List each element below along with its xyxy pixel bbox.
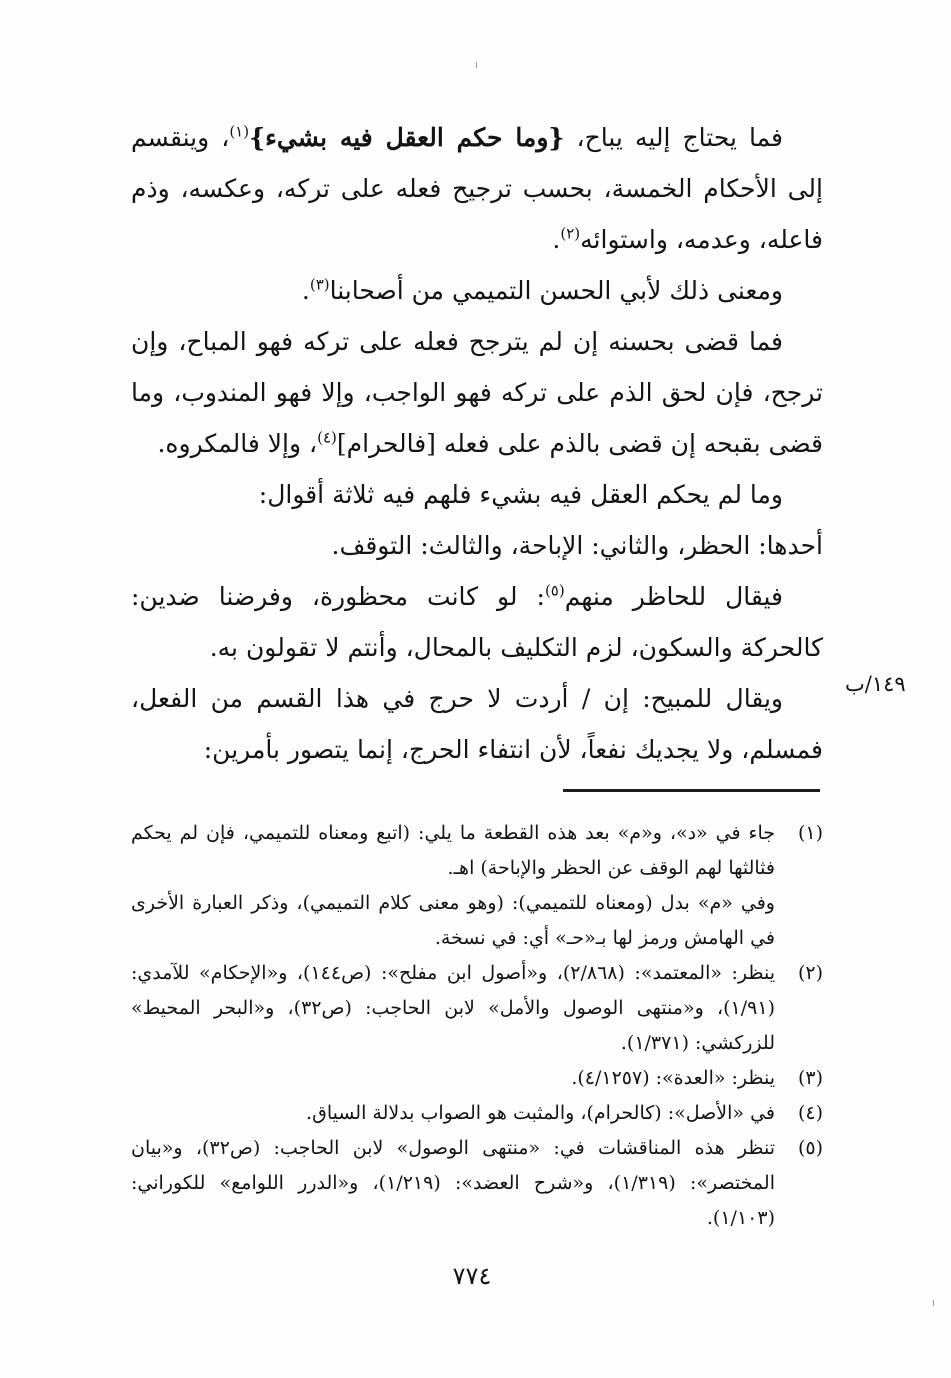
- footnote-1: [131, 816, 823, 886]
- footnote-ref-2: (٢): [560, 224, 581, 243]
- paragraph-3: [131, 316, 823, 469]
- scan-speck: [933, 1300, 934, 1306]
- footnote-number: (٤): [797, 1102, 823, 1124]
- paragraph-5: أحدها: الحظر، والثاني: الإباحة، والثالث: التوقف.: [331, 531, 823, 560]
- paragraph-2: [131, 265, 823, 316]
- paragraph-2-text-a: ومعنى ذلك لأبي الحسن التميمي من أصحابنا: [329, 276, 783, 305]
- scan-speck: [476, 62, 477, 68]
- paragraph-1: [131, 112, 823, 265]
- paragraph-2-text-b: .: [301, 276, 310, 305]
- footnote-ref-5: (٥): [544, 581, 565, 600]
- paragraph-3-text-b: ، وإلا فالمكروه.: [157, 429, 318, 458]
- footnote-number: (٣): [797, 1067, 823, 1089]
- footnote-1-continuation: وفي «م» بدل (ومعناه للتميمي): (وهو معنى كلام التميمي)، وذكر العبارة الأخرى في الهامش ورمز لها بـ«حـ» أي: في نسخة.: [131, 892, 775, 949]
- footnote-ref-3: (٣): [309, 275, 330, 294]
- paragraph-1-text-d: .: [552, 225, 561, 254]
- footnotes: [131, 816, 823, 1236]
- footnote-separator: [563, 789, 820, 792]
- footnote-2: [131, 956, 823, 1061]
- paragraph-6-text-a: فيقال للحاظر منهم: [564, 582, 783, 611]
- paragraph-4: وما لم يحكم العقل فيه بشيء فلهم فيه ثلاثة أقوال:: [258, 480, 783, 509]
- main-text: [131, 112, 823, 775]
- page-number: ٧٧٤: [452, 1262, 492, 1290]
- footnote-text: ينظر: «المعتمد»: (٢/٨٦٨)، و«أصول ابن مفلح»: (ص١٤٤)، و«الإحكام» للآمدي: (١/٩١)، و«منتهى الوصول والأمل» لابن الحاجب: (ص٣٢)، و«البحر المحيط» للزركشي: (١/٣٧١).: [131, 962, 775, 1054]
- quoted-matn: {وما حكم العقل فيه بشيء}: [249, 123, 565, 152]
- footnote-number: (١): [797, 822, 823, 844]
- paragraph-1-text-a: فما يحتاج إليه يباح،: [564, 123, 784, 152]
- footnote-ref-1: (١): [229, 122, 250, 141]
- paragraph-1-text-c: ، وينقسم إلى الأحكام الخمسة، بحسب ترجيح فعله على تركه، وعكسه، وذم فاعله، وعدمه، واستوائه: [131, 123, 823, 254]
- footnote-text: في «الأصل»: (كالحرام)، والمثبت هو الصواب بدلالة السياق.: [306, 1102, 775, 1124]
- footnote-3: [131, 1061, 823, 1096]
- paragraph-7: ويقال للمبيح: إن / أردت لا حرج في هذا القسم من الفعل، فمسلم، ولا يجديك نفعاً، لأن انتفاء الحرج، إنما يتصور بأمرين:: [131, 684, 823, 764]
- paragraph-6-text-b: : لو كانت محظورة، وفرضنا ضدين: كالحركة والسكون، لزم التكليف بالمحال، وأنتم لا تقولون به.: [131, 582, 823, 662]
- paragraph-3-text-a: فما قضى بحسنه إن لم يترجح فعله على تركه فهو المباح، وإن ترجح، فإن لحق الذم على تركه فهو الواجب، وإلا فهو المندوب، وما قضى بقبحه إن قضى بالذم على فعله [فالحرام]: [131, 327, 823, 458]
- footnote-5: [131, 1131, 823, 1236]
- footnote-text: جاء في «د»، و«م» بعد هذه القطعة ما يلي: (اتبع ومعناه للتميمي، فإن لم يحكم فثالثها لهم الوقف عن الحظر والإباحة) اهـ.: [131, 822, 775, 879]
- footnote-text: ينظر: «العدة»: (٤/١٢٥٧).: [571, 1067, 775, 1089]
- paragraph-6: [131, 571, 823, 673]
- footnote-text: تنظر هذه المناقشات في: «منتهى الوصول» لابن الحاجب: (ص٣٢)، و«بيان المختصر»: (١/٣١٩)، و«شرح العضد»: (١/٢١٩)، و«الدرر اللوامع» للكوراني: (١/١٠٣).: [131, 1137, 775, 1229]
- footnote-number: (٥): [797, 1137, 823, 1159]
- manuscript-folio-marker: ١٤٩/ب: [845, 672, 906, 696]
- footnote-number: (٢): [797, 962, 823, 984]
- footnote-4: [131, 1096, 823, 1131]
- footnote-ref-4: (٤): [317, 428, 337, 447]
